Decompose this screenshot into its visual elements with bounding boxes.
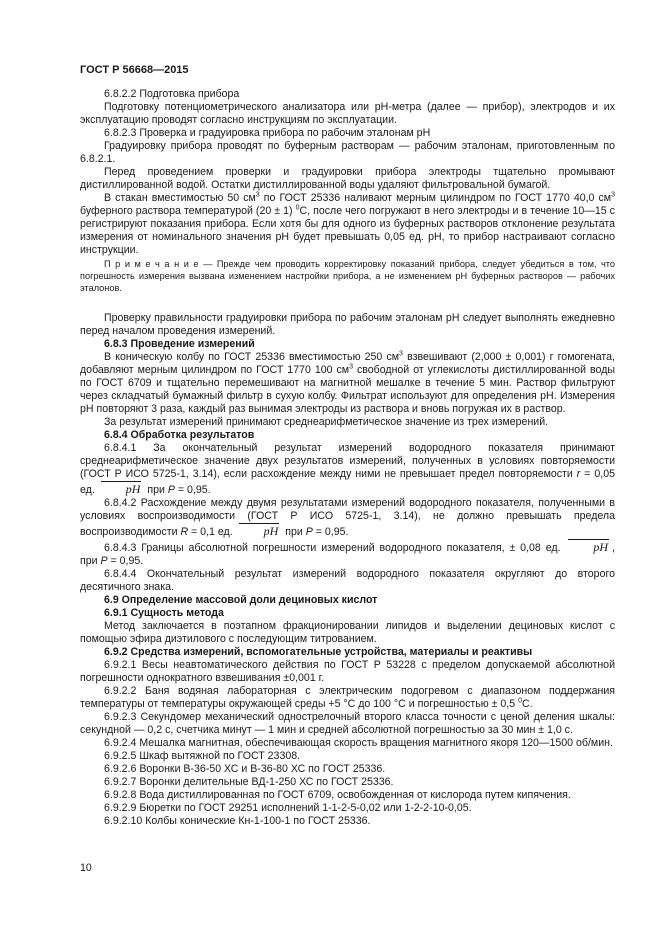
paragraph: Проверку правильности градуировки прибора по рабочим эталонам рН следует выполнять ежедневно перед началом проведения измерений. [80, 312, 615, 337]
paragraph: 6.8.4.1 За окончательный результат измерений водородного показателя принимают среднеарифметическое значение двух результатов измерений, полученных в условиях повторяемости (ГОСТ Р ИСО 5725-1, 3.14), если расхождение между ними не превышает предел повторяемости r = 0,05 ед. pH при P = 0,95. [80, 442, 616, 496]
section-heading: 6.9.1 Сущность метода [104, 607, 224, 619]
paragraph: 6.9.2.3 Секундомер механический однострелочный второго класса точности с ценой деления шкалы: секундной — 0,2 с, счетчика минут — 1 мин и средней абсолютной погрешностью за 30 мин ± 1,0 с. [80, 711, 615, 736]
paragraph: 6.9.2.7 Воронки делительные ВД-1-250 ХС по ГОСТ 25336. [104, 776, 394, 788]
ph-unit-symbol: pH [568, 539, 609, 554]
ph-unit-symbol: pH [101, 481, 142, 496]
paragraph: 6.9.2.4 Мешалка магнитная, обеспечивающая скорость вращения магнитного якоря 120—1500 об/мин. [104, 737, 613, 749]
ph-unit-symbol: pH [239, 523, 280, 538]
paragraph: Градуировку прибора проводят по буферным растворам — рабочим эталонам, приготовленным по 6.8.2.1. [80, 140, 615, 165]
paragraph: 6.9.2.5 Шкаф вытяжной по ГОСТ 23308. [104, 750, 301, 762]
paragraph: В стакан вместимостью 50 $см^3$ по ГОСТ 25336 наливают мерным цилиндром по ГОСТ 1770 40,0 $см^3$ буферного раствора температурой (20 ± 1) $^0$С, после чего погружают в него электроды и в течение 10—15 с регистрируют показания прибора. Если хотя бы для одного из буферных растворов отклонение результата измерения от номинального значения рН будет превышать 0,05 ед. рН, то прибор настраивают согласно инструкции. [80, 191, 615, 256]
paragraph: Подготовку потенциометрического анализатора или рН-метра (далее — прибор), электродов и их эксплуатацию проводят согласно инструкциям по эксплуатации. [80, 101, 615, 126]
paragraph: Метод заключается в поэтапном фракционировании липидов и выделении дециновых кислот с помощью эфира диэтилового с последующим титрованием. [80, 620, 615, 645]
section-heading: 6.9 Определение массовой доли дециновых кислот [104, 594, 378, 606]
paragraph: В коническую колбу по ГОСТ 25336 вместимостью 250 $см^3$ взвешивают (2,000 ± 0,001) г гомогената, добавляют мерным цилиндром по ГОСТ 1770 100 $см^3$ свободной от углекислоты дистиллированной воды по ГОСТ 6709 и тщательно перемешивают на магнитной мешалке в течение 5 мин. Раствор фильтруют через складчатый бумажный фильтр в сухую колбу. Фильтрат используют для определения рН. Измерения рН повторяют 3 раза, каждый раз вынимая электроды из раствора и вновь погружая их в раствор. [80, 350, 616, 415]
paragraph: 6.8.4.4 Окончательный результат измерений водородного показателя округляют до второго десятичного знака. [80, 568, 615, 593]
document-body [80, 88, 615, 828]
paragraph: 6.8.2.2 Подготовка прибора [104, 88, 240, 100]
paragraph: 6.9.2.2 Баня водяная лабораторная с электрическим подогревом с диапазоном поддержания температуры от температуры окружающей среды +5 °С до 100 °С и погрешностью ± 0,5 $^0$С. [80, 685, 615, 710]
paragraph: 6.9.2.6 Воронки В-36-50 ХС и В-36-80 ХС по ГОСТ 25336. [104, 763, 386, 775]
document-header: ГОСТ Р 56668—2015 [80, 64, 189, 76]
section-heading: 6.8.3 Проведение измерений [104, 338, 255, 350]
paragraph: 6.8.2.3 Проверка и градуировка прибора по рабочим эталонам рН [104, 127, 431, 139]
paragraph: 6.9.2.1 Весы неавтоматического действия по ГОСТ Р 53228 с пределом допускаемой абсолютной погрешности однократного взвешивания ±0,001 г. [80, 659, 615, 684]
paragraph: 6.8.4.3 Границы абсолютной погрешности измерений водородного показателя, ± 0,08 ед. pH , при P = 0,95. [80, 540, 615, 567]
section-heading: 6.8.4 Обработка результатов [104, 429, 255, 441]
paragraph: За результат измерений принимают среднеарифметическое значение из трех измерений. [104, 416, 549, 428]
page-number: 10 [80, 862, 92, 874]
paragraph: 6.9.2.8 Вода дистиллированная по ГОСТ 6709, освобожденная от кислорода путем кипячения. [104, 789, 571, 801]
paragraph: Перед проведением проверки и градуировки прибора электроды тщательно промывают дистиллированной водой. Остатки дистиллированной воды удаляют фильтровальной бумагой. [80, 166, 615, 191]
section-heading: 6.9.2 Средства измерений, вспомогательные устройства, материалы и реактивы [104, 646, 533, 658]
paragraph: 6.9.2.10 Колбы конические Кн-1-100-1 по ГОСТ 25336. [104, 815, 371, 827]
paragraph: 6.8.4.2 Расхождение между двумя результатами измерений водородного показателя, полученными в условиях воспроизводимости (ГОСТ Р ИСО 5725-1, 3.14), не должно превышать предела воспроизводимости R = 0,1 ед. pH при P = 0,95. [80, 497, 615, 538]
note: П р и м е ч а н и е — Прежде чем проводить корректировку показаний прибора, следует убедиться в том, что погрешность измерения вызвана изменением настройки прибора, а не изменением рН буферных растворов — рабочих эталонов. [80, 259, 615, 293]
paragraph: 6.9.2.9 Бюретки по ГОСТ 29251 исполнений 1-1-2-5-0,02 или 1-2-2-10-0,05. [104, 802, 472, 814]
